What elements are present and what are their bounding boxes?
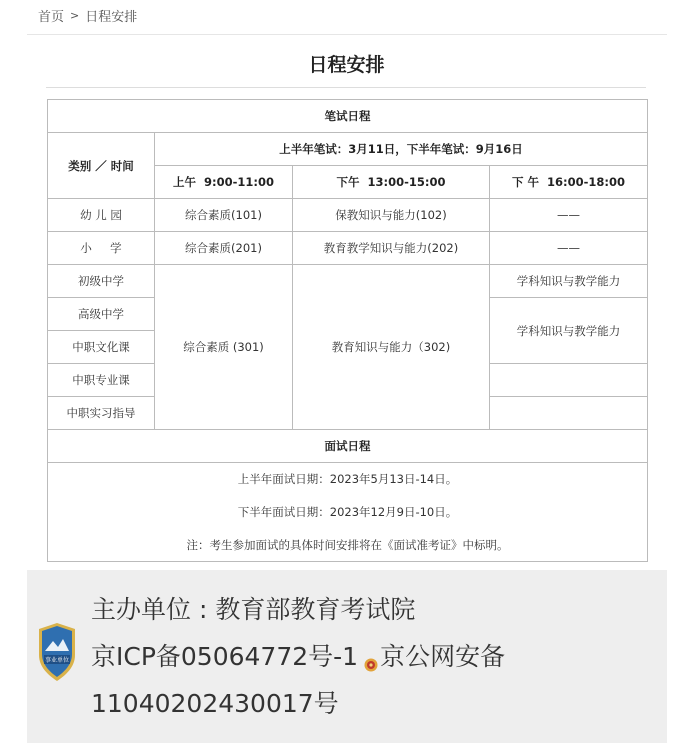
schedule-table bbox=[47, 99, 648, 562]
row-label-voc-major: 中职专业课 bbox=[48, 364, 155, 397]
cell-primary-pm1: 教育教学知识与能力(202) bbox=[293, 232, 490, 265]
morning-header: 上午 9:00-11:00 bbox=[155, 166, 293, 199]
interview-second-half: 下半年面试日期：2023年12月9日-10日。 bbox=[48, 496, 648, 529]
footer bbox=[27, 570, 667, 743]
interview-header: 面试日程 bbox=[48, 430, 648, 463]
row-label-voc-culture: 中职文化课 bbox=[48, 331, 155, 364]
cell-kindergarten-pm1: 保教知识与能力(102) bbox=[293, 199, 490, 232]
filing-info bbox=[91, 637, 505, 673]
cell-voc-major-pm2 bbox=[490, 364, 648, 397]
cell-junior-pm2: 学科知识与教学能力 bbox=[490, 265, 648, 298]
cell-primary-am: 综合素质(201) bbox=[155, 232, 293, 265]
cell-primary-pm2: —— bbox=[490, 232, 648, 265]
cell-kindergarten-pm2: —— bbox=[490, 199, 648, 232]
written-header: 笔试日程 bbox=[48, 100, 648, 133]
divider bbox=[27, 34, 667, 35]
title-divider bbox=[46, 87, 646, 88]
icp-link[interactable]: 京ICP备05064772号-1 bbox=[91, 642, 359, 671]
row-label-junior: 初级中学 bbox=[48, 265, 155, 298]
written-dates: 上半年笔试：3月11日，下半年笔试：9月16日 bbox=[155, 133, 648, 166]
cell-secondary-pm1: 教育知识与能力（302) bbox=[293, 265, 490, 430]
cell-voc-internship-pm2 bbox=[490, 397, 648, 430]
breadcrumb bbox=[38, 6, 137, 25]
afternoon1-header: 下午 13:00-15:00 bbox=[293, 166, 490, 199]
row-label-kindergarten: 幼 儿 园 bbox=[48, 199, 155, 232]
breadcrumb-current-link[interactable]: 日程安排 bbox=[85, 10, 138, 25]
cell-kindergarten-am: 综合素质(101) bbox=[155, 199, 293, 232]
row-label-senior: 高级中学 bbox=[48, 298, 155, 331]
row-label-primary: 小 学 bbox=[48, 232, 155, 265]
badge-text: 事业单位 bbox=[44, 657, 70, 664]
public-institution-badge-icon[interactable] bbox=[36, 621, 78, 683]
page-title: 日程安排 bbox=[308, 54, 385, 76]
organizer-text: 主办单位 : 教育部教育考试院 bbox=[91, 595, 416, 624]
cell-senior-pm2: 学科知识与教学能力 bbox=[490, 298, 648, 364]
breadcrumb-separator: > bbox=[70, 9, 80, 22]
category-time-header: 类别 ／ 时间 bbox=[48, 133, 155, 199]
police-number[interactable]: 11040202430017号 bbox=[91, 689, 339, 718]
interview-note: 注：考生参加面试的具体时间安排将在《面试准考证》中标明。 bbox=[48, 529, 648, 562]
police-filing-link[interactable]: 京公网安备 bbox=[380, 642, 506, 671]
row-label-voc-internship: 中职实习指导 bbox=[48, 397, 155, 430]
cell-secondary-am: 综合素质 (301) bbox=[155, 265, 293, 430]
interview-first-half: 上半年面试日期：2023年5月13日-14日。 bbox=[48, 463, 648, 496]
police-badge-icon bbox=[364, 650, 378, 666]
breadcrumb-home-link[interactable]: 首页 bbox=[38, 10, 65, 25]
afternoon2-header: 下 午 16:00-18:00 bbox=[490, 166, 648, 199]
